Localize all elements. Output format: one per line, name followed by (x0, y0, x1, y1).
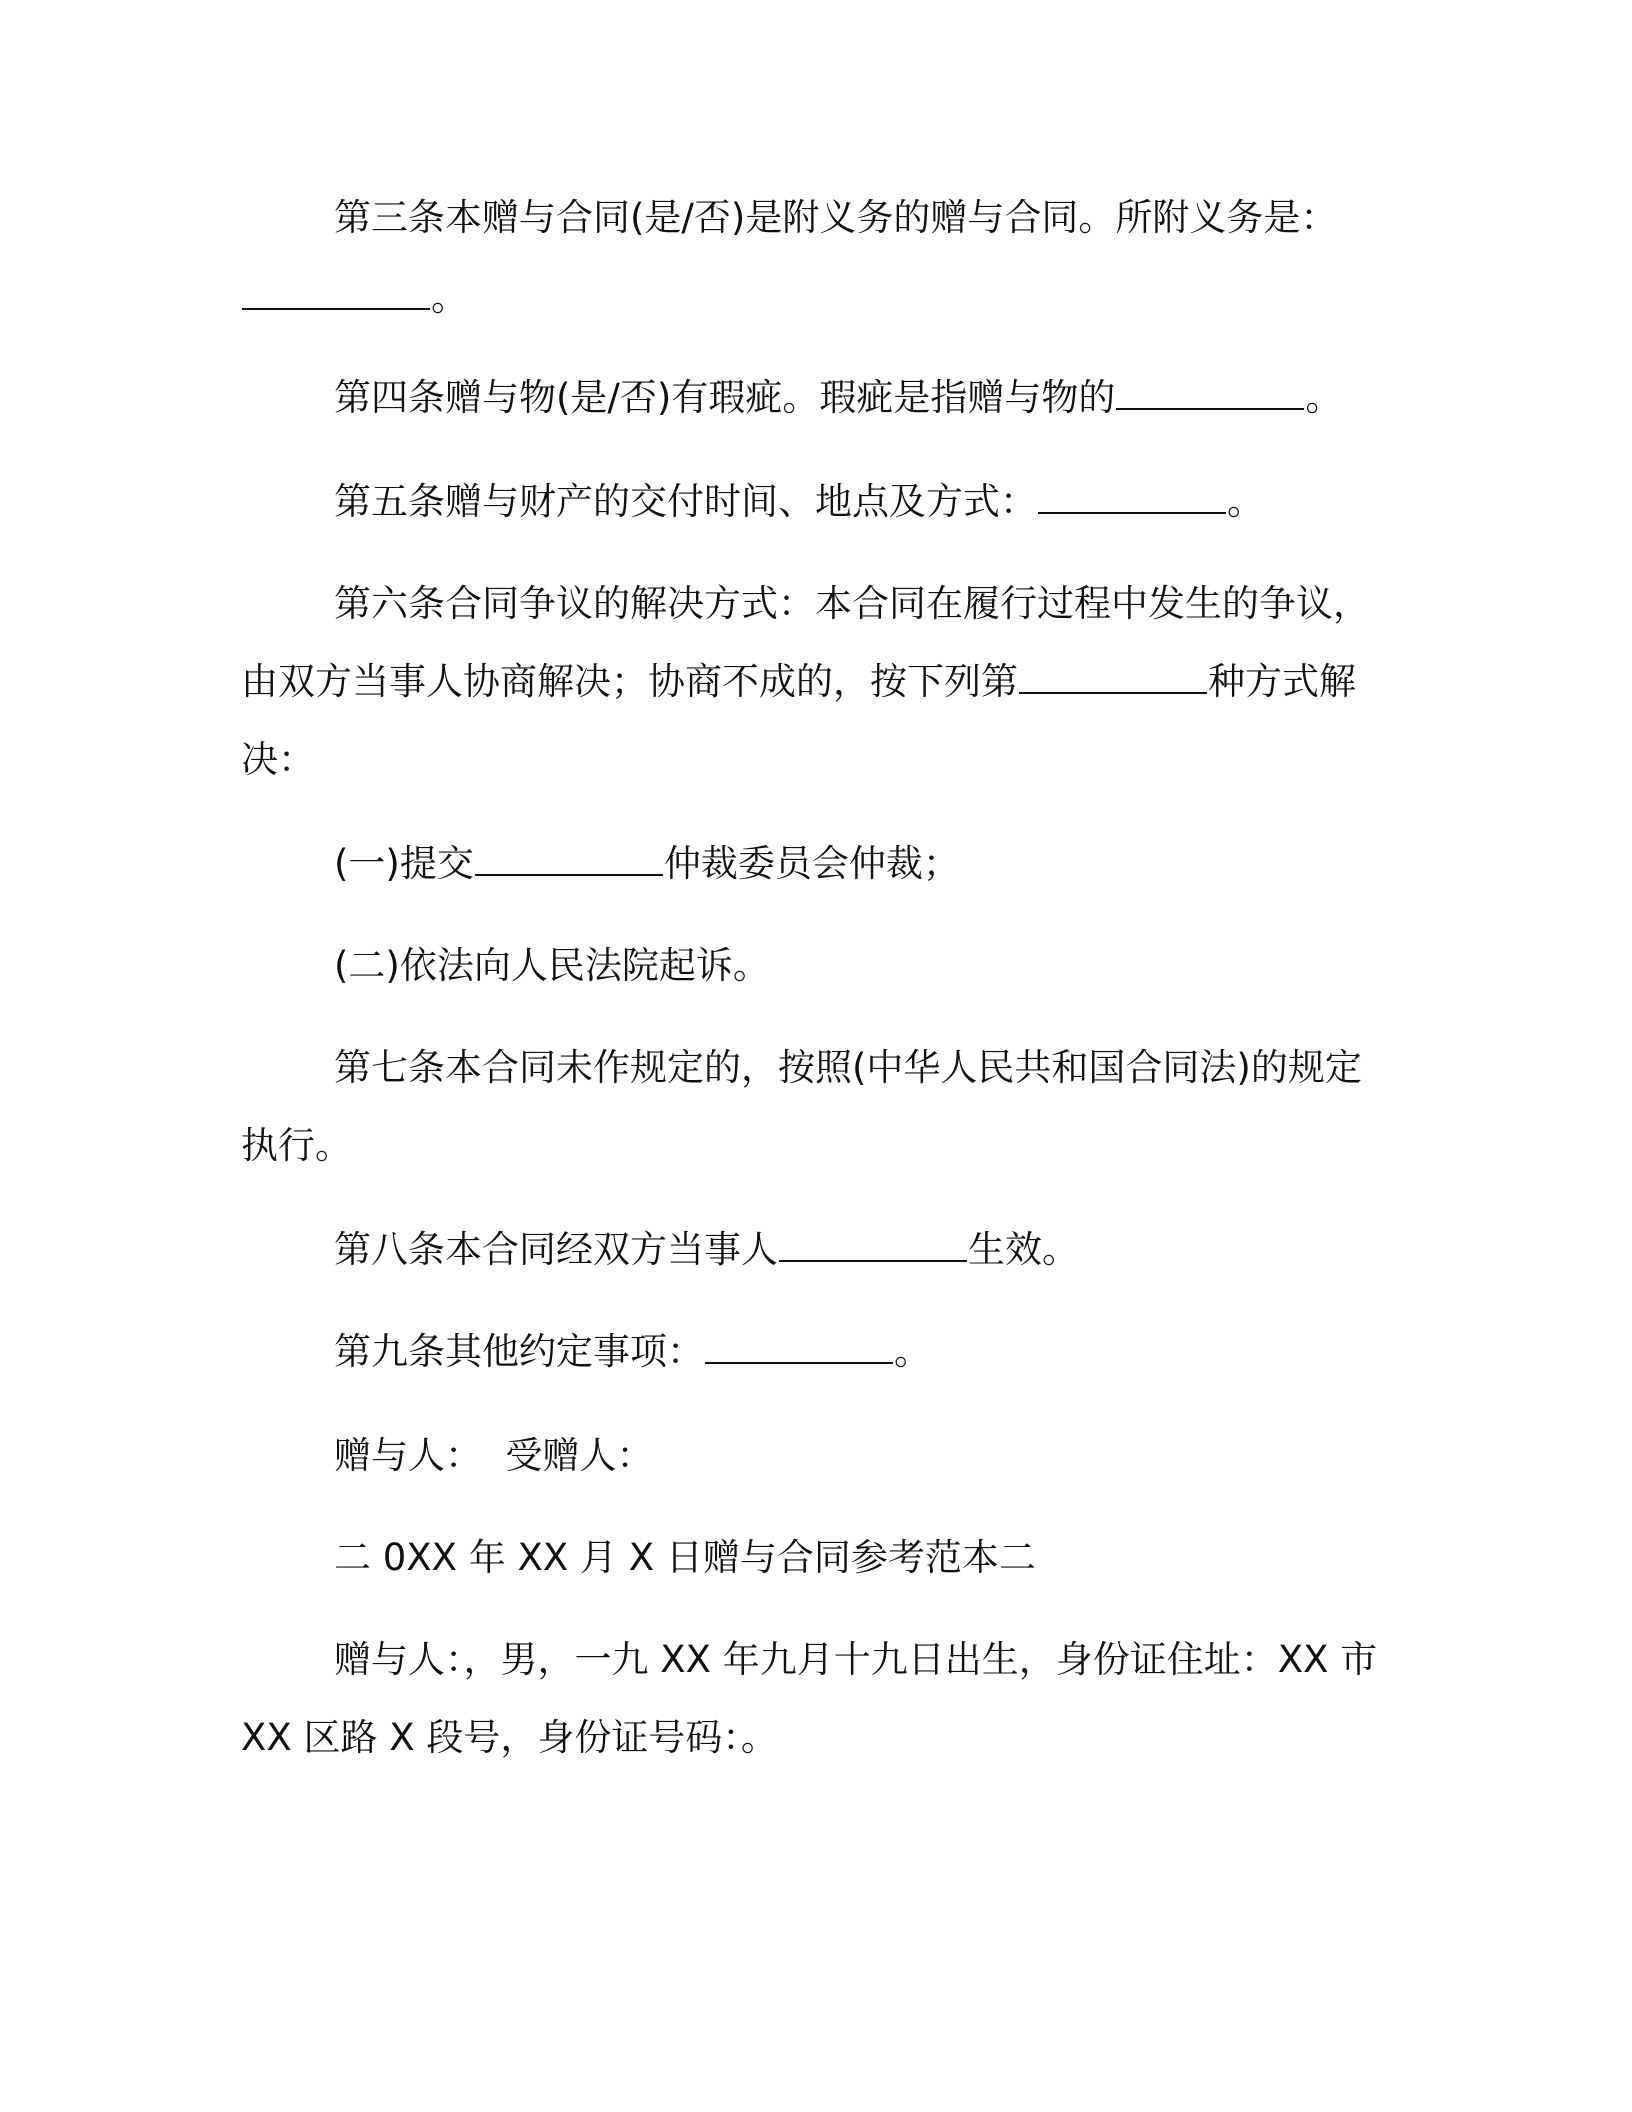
fill-blank (779, 1230, 967, 1262)
article-5: 第五条赠与财产的交付时间、地点及方式： 。 (334, 480, 1264, 523)
fill-blank (1038, 482, 1226, 514)
article-3-line-2: 。 (241, 276, 468, 320)
fill-blank (475, 844, 663, 876)
article-4: 第四条赠与物(是/否)有瑕疵。瑕疵是指赠与物的 。 (334, 376, 1343, 419)
section-title: 二 0XX 年 XX 月 X 日赠与合同参考范本二 (334, 1536, 1036, 1579)
fill-blank (242, 278, 430, 310)
donor-line-2: XX 区路 X 段号，身份证号码：。 (241, 1716, 778, 1759)
article-7-line-1: 第七条本合同未作规定的，按照(中华人民共和国合同法)的规定 (334, 1046, 1362, 1089)
option-2: (二)依法向人民法院起诉。 (334, 944, 770, 987)
signature-line: 赠与人： 受赠人： (334, 1434, 654, 1477)
article-6-line-3: 决： (241, 738, 315, 781)
article-8: 第八条本合同经双方当事人 生效。 (334, 1228, 1079, 1271)
article-6-line-1: 第六条合同争议的解决方式：本合同在履行过程中发生的争议， (334, 582, 1370, 625)
article-7-line-2: 执行。 (241, 1124, 352, 1167)
article-6-line-2: 由双方当事人协商解决；协商不成的，按下列第 种方式解 (241, 660, 1356, 703)
article-3-line-1: 第三条本赠与合同(是/否)是附义务的赠与合同。所附义务是： (334, 196, 1338, 239)
fill-blank (1019, 662, 1207, 694)
option-1: (一)提交 仲裁委员会仲裁； (334, 842, 960, 885)
donor-line-1: 赠与人：，男，一九 XX 年九月十九日出生，身份证住址：XX 市 (334, 1638, 1378, 1681)
article-9: 第九条其他约定事项： 。 (334, 1330, 931, 1373)
fill-blank (705, 1332, 893, 1364)
fill-blank (1116, 378, 1304, 410)
